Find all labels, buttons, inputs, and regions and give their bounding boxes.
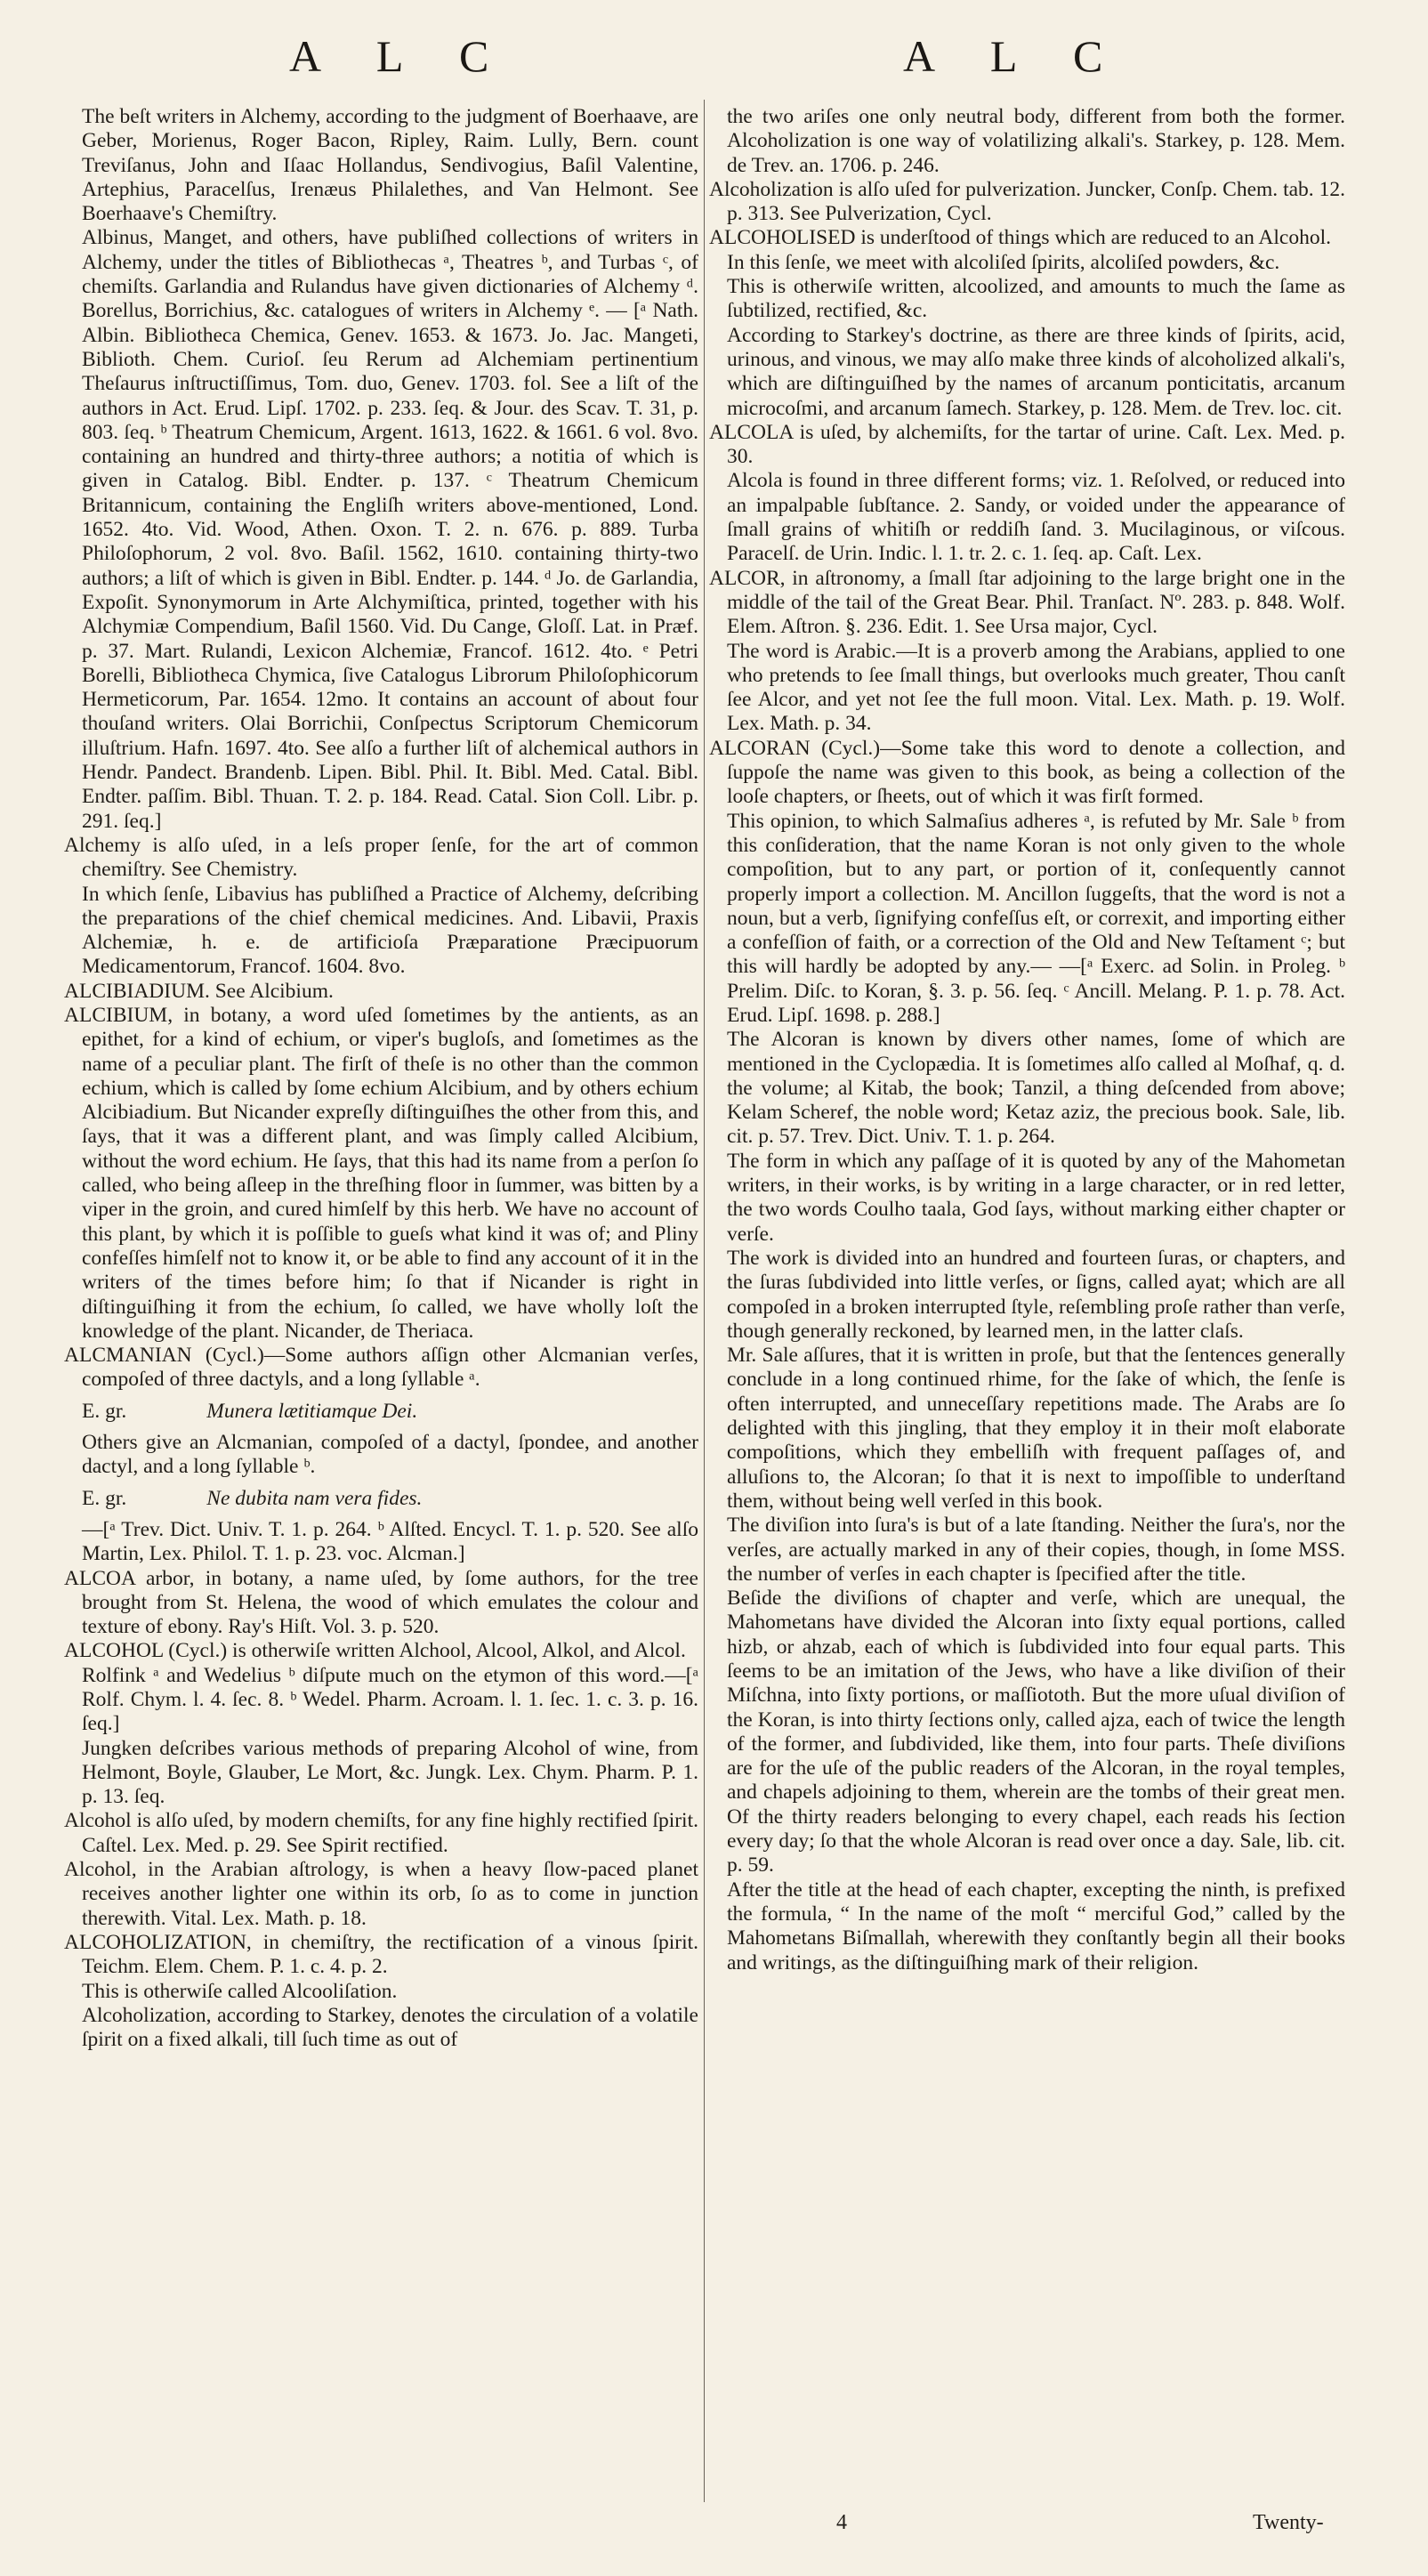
example-label: E. gr.: [82, 1399, 127, 1423]
dictionary-entry: ALCOHOL (Cycl.) is otherwiſe written Alchool, Alcool, Alkol, and Alcol.: [64, 1639, 686, 1663]
dictionary-entry: ALCOHOLIZATION, in chemiſtry, the rectification of a vinous ſpirit. Teichm. Elem. Chem. P. 1. c. 4. p. 2.: [64, 1930, 698, 1979]
dictionary-entry: ALCOHOLISED is underſtood of things which are reduced to an Alcohol.: [709, 226, 1331, 250]
entry-paragraph: The form in which any paſſage of it is quoted by any of the Mahometan writers, in their works, is by writing in a large character, or in red letter, the two words Coulho taala, God ſays, without marking either chapter or verſe.: [727, 1149, 1345, 1246]
dictionary-entry: Alcohol is alſo uſed, by modern chemiſts, for any fine highly rectified ſpirit. Caſtel. Lex. Med. p. 29. See Spirit rectified.: [64, 1809, 698, 1857]
entry-paragraph: After the title at the head of each chapter, excepting the ninth, is prefixed the formula, “ In the name of the moſt “ merciful God,” called by the Mahometans Biſmallah, wherewith they conſtantly begin all their books and writings, as the diſtinguiſhing mark of their religion.: [727, 1877, 1345, 1974]
entry-paragraph: Alcoholization, according to Starkey, denotes the circulation of a volatile ſpirit on a fixed alkali, till ſuch time as out of: [82, 2003, 698, 2052]
example-line: [64, 1487, 698, 1511]
entry-paragraph: This opinion, to which Salmaſius adheres ᵃ, is refuted by Mr. Sale ᵇ from this conſideration, that the name Koran is not only given to the whole compoſition, but to any part, or portion of it, conſequently cannot properly import a collection. M. Ancillon ſuggeſts, that the word is not a noun, but a verb, ſignifying confeſſus eſt, or correxit, and importing either a confeſſion of faith, or a correction of the Old and New Teſtament ᶜ; but this will hardly be adopted by any.— —[ᵃ Exerc. ad Solin. in Proleg. ᵇ Prelim. Diſc. to Koran, §. 3. p. 56. ſeq. ᶜ Ancill. Melang. P. 1. p. 78. Act. Erud. Lipſ. 1698. p. 288.]: [727, 809, 1345, 1027]
column-divider: [704, 100, 705, 2502]
entry-paragraph: Rolfink ᵃ and Wedelius ᵇ diſpute much on the etymon of this word.—[ᵃ Rolf. Chym. l. 4. ſec. 8. ᵇ Wedel. Pharm. Acroam. l. 1. ſec. 1. c. 3. p. 16. ſeq.]: [82, 1663, 698, 1736]
example-quote: Munera lætitiamque Dei.: [206, 1399, 418, 1423]
example-quote: Ne dubita nam vera fides.: [206, 1486, 423, 1510]
entry-paragraph: The word is Arabic.—It is a proverb among the Arabians, applied to one who pretends to ſee ſmall things, but overlooks much greater, Thou canſt ſee Alcor, and yet not ſee the full moon. Vital. Lex. Math. p. 19. Wolf. Lex. Math. p. 34.: [727, 639, 1345, 736]
entry-paragraph: This is otherwiſe called Alcooliſation.: [82, 1979, 398, 2003]
entry-paragraph: According to Starkey's doctrine, as there are three kinds of ſpirits, acid, urinous, and vinous, we may alſo make three kinds of alcoholized alkali's, which are diſtinguiſhed by the names of arcanum ponticitatis, arcanum microcoſmi, and arcanum ſamech. Starkey, p. 128. Mem. de Trev. loc. cit.: [727, 323, 1345, 420]
dictionary-entry: ALCOLA is uſed, by alchemiſts, for the tartar of urine. Caſt. Lex. Med. p. 30.: [709, 420, 1345, 469]
dictionary-entry: ALCMANIAN (Cycl.)—Some authors aſſign other Alcmanian verſes, compoſed of three dactyls, and a long ſyllable ᵃ.: [64, 1344, 698, 1392]
entry-paragraph: Beſide the diviſions of chapter and verſe, which are unequal, the Mahometans have divided the Alcoran into ſixty equal portions, called hizb, or ahzab, each of which is ſubdivided into four equal parts. This ſeems to be an imitation of the Jews, who have a like diviſion of their Miſchna, into ſixty portions, or maſſiototh. But the more uſual diviſion of the Koran, is into thirty ſections only, called ajza, each of twice the length of the former, and ſubdivided, like them, into four parts. Theſe diviſions are for the uſe of the public readers of the Alcoran, in the royal temples, and chapels adjoining to them, wherein are the tombs of their great men. Of the thirty readers belonging to every chapel, each reads his ſection every day; ſo that the whole Alcoran is read over once a day. Sale, lib. cit. p. 59.: [727, 1587, 1345, 1877]
entry-paragraph: Jungken deſcribes various methods of preparing Alcohol of wine, from Helmont, Boyle, Glauber, Le Mort, &c. Jungk. Lex. Chym. Pharm. P. 1. p. 13. ſeq.: [82, 1736, 698, 1809]
running-head-right: A L C: [903, 31, 1126, 81]
entry-paragraph: the two ariſes one only neutral body, different from both the former. Alcoholization is one way of volatilizing alkali's. Starkey, p. 128. Mem. de Trev. an. 1706. p. 246.: [727, 105, 1345, 177]
entry-paragraph: Alcola is found in three different forms; viz. 1. Reſolved, or reduced into an impalpable ſubſtance. 2. Sandy, or voided under the appearance of ſmall grains of whitiſh or reddiſh ſand. 3. Mucilaginous, or viſcous. Paracelſ. de Urin. Indic. l. 1. tr. 2. c. 1. ſeq. ap. Caſt. Lex.: [727, 469, 1345, 566]
entry-paragraph: Mr. Sale aſſures, that it is written in proſe, but that the ſentences generally conclude in a long continued rhime, for the ſake of which, the ſenſe is often interrupted, and unneceſſary repetitions made. The Arabs are ſo delighted with this jingling, that they employ it in their moſt elaborate compoſitions, which they embelliſh with frequent paſſages of, and alluſions to, the Alcoran; ſo that it is next to impoſſible to underſtand them, without being well verſed in this book.: [727, 1344, 1345, 1513]
catchword: Twenty-: [1253, 2511, 1324, 2534]
entry-paragraph: In this ſenſe, we meet with alcoliſed ſpirits, alcoliſed powders, &c.: [727, 250, 1280, 274]
dictionary-entry: ALCOR, in aſtronomy, a ſmall ſtar adjoining to the large bright one in the middle of the tail of the Great Bear. Phil. Tranſact. Nº. 283. p. 848. Wolf. Elem. Aſtron. §. 236. Edit. 1. See Ursa major, Cycl.: [709, 566, 1345, 639]
dictionary-entry: Alcohol, in the Arabian aſtrology, is when a heavy ſlow-paced planet receives another lighter one within its orb, ſo as to come in junction therewith. Vital. Lex. Math. p. 18.: [64, 1858, 698, 1930]
dictionary-entry: Alcoholization is alſo uſed for pulverization. Juncker, Conſp. Chem. tab. 12. p. 313. See Pulverization, Cycl.: [709, 177, 1345, 226]
entry-paragraph: In which ſenſe, Libavius has publiſhed a Practice of Alchemy, deſcribing the preparations of the chief chemical medicines. And. Libavii, Praxis Alchemiæ, h. e. de artificioſa Præparatione Præcipuorum Medicamentorum, Francof. 1604. 8vo.: [82, 882, 698, 979]
dictionary-entry: ALCIBIUM, in botany, a word uſed ſometimes by the antients, as an epithet, for a kind of echium, or viper's bugloſs, and ſometimes as the name of a peculiar plant. The firſt of theſe is no other than the common echium, which is called by ſome echium Alcibium, and by others echium Alcibiadium. But Nicander expreſly diſtinguiſhes the other from this, and ſays, that it was a different plant, and was ſimply called Alcibium, without the word echium. He ſays, that this had its name from a perſon ſo called, who being aſleep in the threſhing floor in ſummer, was bitten by a viper in the groin, and cured himſelf by this herb. We have no account of this plant, by which it is poſſible to gueſs what kind it was of; and Pliny confeſſes himſelf not to know it, or be able to find any account of it in the writers of the times before him; ſo that if Nicander is right in diſtinguiſhing it from the echium, ſo called, we have wholly loſt the knowledge of the plant. Nicander, de Theriaca.: [64, 1003, 698, 1343]
entry-paragraph: The work is divided into an hundred and fourteen ſuras, or chapters, and the ſuras ſubdivided into little verſes, or ſigns, called ayat; which are all compoſed in a broken interrupted ſtyle, reſembling proſe rather than verſe, though generally reckoned, by learned men, in the latter claſs.: [727, 1246, 1345, 1343]
entry-paragraph: Others give an Alcmanian, compoſed of a dactyl, ſpondee, and another dactyl, and a long ſyllable ᵇ.: [82, 1431, 698, 1479]
entry-paragraph: Albinus, Manget, and others, have publiſhed collections of writers in Alchemy, under the titles of Bibliothecas ᵃ, Theatres ᵇ, and Turbas ᶜ, of chemiſts. Garlandia and Rulandus have given dictionaries of Alchemy ᵈ. Borellus, Borrichius, &c. catalogues of writers in Alchemy ᵉ. — [ᵃ Nath. Albin. Bibliotheca Chemica, Genev. 1653. & 1673. Jo. Jac. Mangeti, Biblioth. Chem. Curioſ. ſeu Rerum ad Alchemiam pertinentium Theſaurus inſtructiſſimus, Tom. duo, Genev. 1703. fol. See a liſt of the authors in Act. Erud. Lipſ. 1702. p. 233. ſeq. & Jour. des Scav. T. 31, p. 803. ſeq. ᵇ Theatrum Chemicum, Argent. 1613, 1622. & 1661. 6 vol. 8vo. containing an hundred and thirty-three authors; a notitia of which is given in Catalog. Bibl. Endter. p. 137. ᶜ Theatrum Chemicum Britannicum, containing the Engliſh writers above-mentioned, Lond. 1652. 4to. Vid. Wood, Athen. Oxon. T. 2. n. 676. p. 889. Turba Philoſophorum, 2 vol. 8vo. Baſil. 1562, 1610. containing thirty-two authors; a liſt of which is given in Bibl. Endter. p. 144. ᵈ Jo. de Garlandia, Expoſit. Synonymorum in Arte Alchymiſtica, printed, together with his Alchymiæ Compendium, Baſil 1560. Vid. Du Cange, Gloſſ. Lat. in Præf. p. 37. Mart. Rulandi, Lexicon Alchemiæ, Francof. 1612. 4to. ᵉ Petri Borelli, Bibliotheca Chymica, ſive Catalogus Librorum Philoſophicorum Hermeticorum, Par. 1654. 12mo. It contains an account of about four thouſand writers. Olai Borrichii, Conſpectus Scriptorum Chemicorum illuſtrium. Hafn. 1697. 4to. See alſo a further liſt of alchemical authors in Hendr. Pandect. Brandenb. Lipen. Bibl. Phil. It. Bibl. Med. Catal. Bibl. Endter. paſſim. Bibl. Thuan. T. 2. p. 184. Read. Catal. Sion Coll. Libr. p. 291. ſeq.]: [82, 226, 698, 833]
dictionary-entry: ALCIBIADIUM. See Alcibium.: [64, 979, 334, 1003]
entry-paragraph: This is otherwiſe written, alcoolized, and amounts to much the ſame as ſubtilized, rectified, &c.: [727, 275, 1345, 323]
entry-paragraph: The Alcoran is known by divers other names, ſome of which are mentioned in the Cyclopædia. It is ſometimes alſo called al Moſhaf, q. d. the volume; al Kitab, the book; Tanzil, a thing deſcended from above; Kelam Scheref, the noble word; Ketaz aziz, the precious book. Sale, lib. cit. p. 57. Trev. Dict. Univ. T. 1. p. 264.: [727, 1028, 1345, 1149]
page-number: 4: [836, 2511, 847, 2534]
example-line: [64, 1400, 698, 1424]
dictionary-entry: Alchemy is alſo uſed, in a leſs proper ſenſe, for the art of common chemiſtry. See Chemistry.: [64, 833, 698, 882]
running-head-left: A L C: [289, 31, 512, 81]
right-column: [709, 105, 1345, 2507]
dictionary-entry: ALCORAN (Cycl.)—Some take this word to denote a collection, and ſuppoſe the name was given to this book, as being a collection of the looſe chapters, or ſheets, out of which it was firſt formed.: [709, 736, 1345, 809]
entry-paragraph: The diviſion into ſura's is but of a late ſtanding. Neither the ſura's, nor the verſes, are actually marked in any of their copies, though, in ſome MSS. the number of verſes in each chapter is ſpecified after the title.: [727, 1514, 1345, 1586]
left-column: [64, 105, 698, 2507]
entry-paragraph: The beſt writers in Alchemy, according to the judgment of Boerhaave, are Geber, Morienus, Roger Bacon, Ripley, Raim. Lully, Bern. count Treviſanus, John and Iſaac Hollandus, Sendivogius, Baſil Valentine, Artephius, Paracelſus, Irenæus Philalethes, and Van Helmont. See Boerhaave's Chemiſtry.: [82, 105, 698, 226]
dictionary-entry: ALCOA arbor, in botany, a name uſed, by ſome authors, for the tree brought from St. Helena, the wood of which emulates the colour and texture of ebony. Ray's Hiſt. Vol. 3. p. 520.: [64, 1566, 698, 1639]
example-label: E. gr.: [82, 1486, 127, 1510]
entry-paragraph: —[ᵃ Trev. Dict. Univ. T. 1. p. 264. ᵇ Alſted. Encycl. T. 1. p. 520. See alſo Martin, Lex. Philol. T. 1. p. 23. voc. Alcman.]: [82, 1517, 698, 1566]
